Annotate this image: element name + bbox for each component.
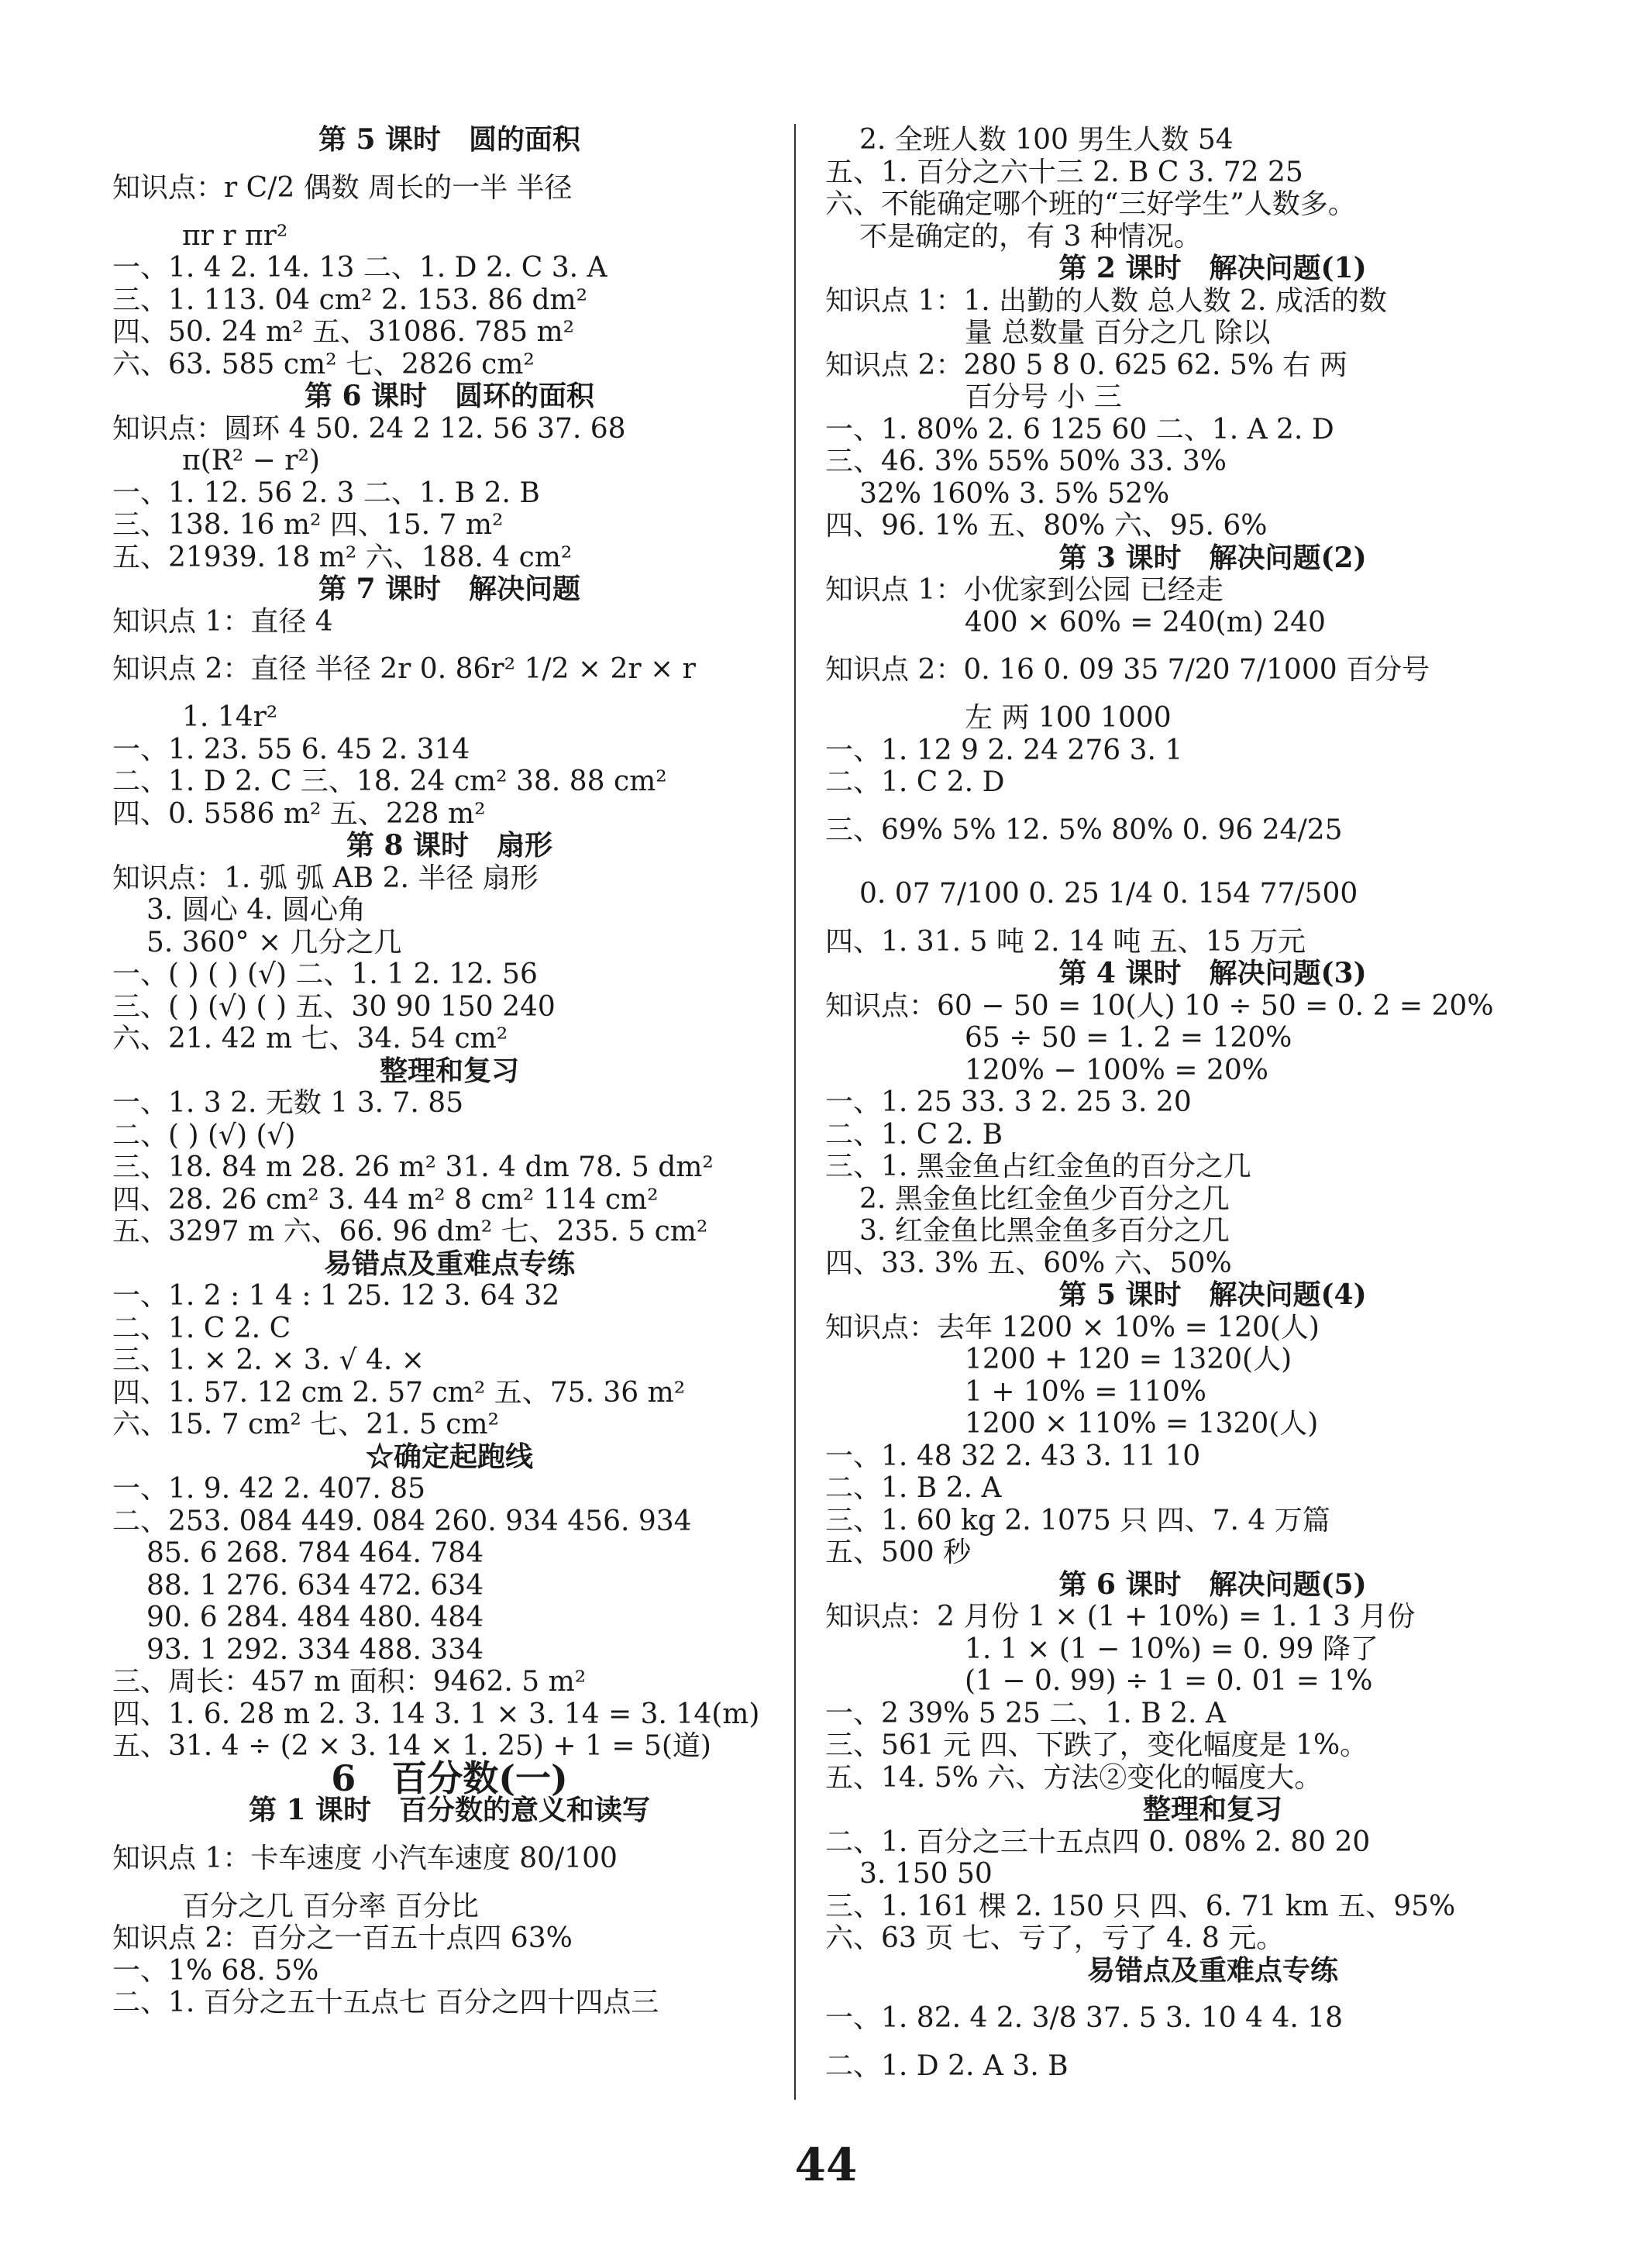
right-answer-line: 五、500 秒 [825, 1537, 972, 1568]
left-answer-line: 5. 360° × 几分之几 [146, 926, 402, 958]
right-answer-line: 二、1. B 2. A [825, 1472, 1002, 1504]
left-answer-line: 一、1. 4 2. 14. 13 二、1. D 2. C 3. A [112, 252, 607, 284]
right-answer-line: (1 − 0. 99) ÷ 1 = 0. 01 = 1% [965, 1665, 1373, 1697]
left-answer-line: 三、( ) (√) ( ) 五、30 90 150 240 [112, 990, 556, 1023]
right-heading: 第 6 课时 解决问题(5) [1058, 1567, 1367, 1601]
right-answer-line: 2. 黑金鱼比红金鱼少百分之几 [859, 1182, 1230, 1215]
right-answer-line: 四、1. 31. 5 吨 2. 14 吨 五、15 万元 [825, 925, 1306, 958]
right-answer-line: 三、1. 黑金鱼占红金鱼的百分之几 [825, 1151, 1251, 1182]
right-heading: 第 5 课时 解决问题(4) [1058, 1278, 1367, 1311]
left-answer-line: 一、1. 12. 56 2. 3 二、1. B 2. B [112, 477, 540, 509]
left-answer-line: 四、1. 6. 28 m 2. 3. 14 3. 1 × 3. 14 = 3. 14(m) [112, 1698, 760, 1730]
left-heading: 第 5 课时 圆的面积 [318, 123, 581, 156]
left-heading: 整理和复习 [379, 1054, 519, 1087]
left-answer-line: 三、周长：457 m 面积：9462. 5 m² [112, 1666, 587, 1698]
right-answer-line: 一、1. 12 9 2. 24 276 3. 1 [825, 734, 1183, 766]
left-answer-line: 二、1. 百分之五十五点七 百分之四十四点三 [112, 1987, 659, 2018]
right-answer-line: 六、不能确定哪个班的“三好学生”人数多。 [825, 188, 1356, 220]
left-answer-line: 二、( ) (√) (√) [112, 1119, 296, 1151]
right-answer-line: 三、69% 5% 12. 5% 80% 0. 96 24/25 [825, 814, 1343, 846]
left-answer-line: 一、( ) ( ) (√) 二、1. 1 2. 12. 56 [112, 958, 538, 990]
left-heading: 第 6 课时 圆环的面积 [304, 380, 595, 412]
left-answer-line: 一、1. 9. 42 2. 407. 85 [112, 1473, 426, 1505]
left-answer-line: 知识点 1：卡车速度 小汽车速度 80/100 [112, 1842, 618, 1874]
right-answer-line: 百分号 小 三 [965, 381, 1122, 413]
left-answer-line: 知识点 2：百分之一百五十点四 63% [112, 1922, 573, 1954]
left-answer-line: 六、15. 7 cm² 七、21. 5 cm² [112, 1409, 499, 1440]
left-answer-line: 五、21939. 18 m² 六、188. 4 cm² [112, 541, 573, 573]
right-answer-line: 120% − 100% = 20% [965, 1054, 1268, 1086]
left-answer-line: 88. 1 276. 634 472. 634 [146, 1569, 484, 1602]
left-answer-line: 四、0. 5586 m² 五、228 m² [112, 797, 486, 830]
right-answer-line: 知识点：去年 1200 × 10% = 120(人) [825, 1311, 1320, 1344]
left-answer-line: 百分之几 百分率 百分比 [182, 1890, 479, 1922]
right-answer-line: 知识点 2：280 5 8 0. 625 62. 5% 右 两 [825, 349, 1347, 381]
left-answer-line: 四、28. 26 cm² 3. 44 m² 8 cm² 114 cm² [112, 1183, 659, 1216]
right-answer-line: 四、96. 1% 五、80% 六、95. 6% [825, 510, 1268, 542]
left-heading: 易错点及重难点专练 [323, 1247, 575, 1280]
left-answer-line: 知识点：r C/2 偶数 周长的一半 半径 [112, 171, 573, 204]
left-answer-line: 一、1. 3 2. 无数 1 3. 7. 85 [112, 1087, 464, 1119]
right-answer-line: 二、1. C 2. B [825, 1118, 1003, 1151]
right-heading: 第 2 课时 解决问题(1) [1058, 252, 1367, 284]
right-answer-line: 知识点 1：1. 出勤的人数 总人数 2. 成活的数 [825, 284, 1387, 317]
right-answer-line: 五、14. 5% 六、方法②变化的幅度大。 [825, 1761, 1323, 1794]
right-answer-line: 知识点：60 − 50 = 10(人) 10 ÷ 50 = 0. 2 = 20% [825, 989, 1494, 1022]
right-answer-line: 400 × 60% = 240(m) 240 [965, 606, 1326, 638]
right-answer-line: 一、1. 25 33. 3 2. 25 3. 20 [825, 1086, 1192, 1118]
page-number: 44 [794, 2139, 858, 2191]
left-answer-line: 四、50. 24 m² 五、31086. 785 m² [112, 316, 575, 348]
right-answer-line: 三、1. 60 kg 2. 1075 只 四、7. 4 万篇 [825, 1504, 1330, 1537]
column-divider [794, 124, 796, 2100]
left-heading: 6 百分数(一) [331, 1757, 568, 1799]
right-answer-line: 32% 160% 3. 5% 52% [859, 477, 1170, 510]
right-column [825, 124, 1600, 2083]
right-answer-line: 三、561 元 四、下跌了，变化幅度是 1%。 [825, 1729, 1368, 1761]
right-answer-line: 1200 × 110% = 1320(人) [965, 1408, 1319, 1440]
right-answer-line: 0. 07 7/100 0. 25 1/4 0. 154 77/500 [859, 877, 1358, 910]
left-answer-line: 知识点 1：直径 4 [112, 605, 333, 638]
left-heading: 第 8 课时 扇形 [346, 829, 553, 862]
right-answer-line: 左 两 100 1000 [965, 702, 1172, 734]
left-answer-line: 六、21. 42 m 七、34. 54 cm² [112, 1023, 508, 1055]
right-answer-line: 二、1. C 2. D [825, 766, 1005, 798]
left-answer-line: 三、1. × 2. × 3. √ 4. × [112, 1344, 425, 1376]
left-answer-line: 五、3297 m 六、66. 96 dm² 七、235. 5 cm² [112, 1216, 708, 1247]
left-answer-line: 一、1. 2 : 1 4 : 1 25. 12 3. 64 32 [112, 1280, 560, 1312]
left-answer-line: 93. 1 292. 334 488. 334 [146, 1633, 484, 1666]
right-heading: 整理和复习 [1142, 1793, 1282, 1826]
right-answer-line: 一、1. 48 32 2. 43 3. 11 10 [825, 1440, 1201, 1472]
right-answer-line: 一、1. 82. 4 2. 3/8 37. 5 3. 10 4 4. 18 [825, 2002, 1344, 2034]
left-answer-line: 五、31. 4 ÷ (2 × 3. 14 × 1. 25) + 1 = 5(道) [112, 1730, 711, 1762]
right-answer-line: 1200 + 120 = 1320(人) [965, 1344, 1292, 1375]
right-answer-line: 三、46. 3% 55% 50% 33. 3% [825, 446, 1227, 477]
right-answer-line: 知识点 1：小优家到公园 已经走 [825, 574, 1224, 606]
left-answer-line: 知识点 2：直径 半径 2r 0. 86r² 1/2 × 2r × r [112, 653, 696, 685]
left-answer-line: πr r πr² [182, 219, 288, 252]
right-answer-line: 1. 1 × (1 − 10%) = 0. 99 降了 [965, 1633, 1378, 1665]
right-answer-line: 不是确定的，有 3 种情况。 [859, 220, 1202, 253]
left-answer-line: 二、1. D 2. C 三、18. 24 cm² 38. 88 cm² [112, 766, 667, 797]
right-answer-line: 四、33. 3% 五、60% 六、50% [825, 1247, 1232, 1279]
left-answer-line: 知识点：1. 弧 弧 AB 2. 半径 扇形 [112, 862, 539, 894]
right-answer-line: 二、1. 百分之三十五点四 0. 08% 2. 80 20 [825, 1826, 1371, 1858]
right-answer-line: 一、1. 80% 2. 6 125 60 二、1. A 2. D [825, 413, 1334, 446]
left-column [112, 124, 786, 2019]
right-heading: 易错点及重难点专练 [1086, 1953, 1338, 1987]
left-answer-line: 二、253. 084 449. 084 260. 934 456. 934 [112, 1505, 692, 1537]
left-answer-line: 二、1. C 2. C [112, 1312, 291, 1344]
left-answer-line: 3. 圆心 4. 圆心角 [146, 894, 367, 926]
left-answer-line: 一、1% 68. 5% [112, 1954, 319, 1987]
right-answer-line: 65 ÷ 50 = 1. 2 = 120% [965, 1022, 1292, 1054]
left-answer-line: 知识点：圆环 4 50. 24 2 12. 56 37. 68 [112, 412, 626, 445]
left-answer-line: 一、1. 23. 55 6. 45 2. 314 [112, 733, 470, 766]
right-answer-line: 2. 全班人数 100 男生人数 54 [859, 124, 1234, 156]
right-heading: 第 4 课时 解决问题(3) [1058, 957, 1367, 989]
left-answer-line: 三、18. 84 m 28. 26 m² 31. 4 dm 78. 5 dm² [112, 1151, 714, 1183]
left-answer-line: 六、63. 585 cm² 七、2826 cm² [112, 348, 535, 380]
left-heading: 第 1 课时 百分数的意义和读写 [248, 1794, 651, 1826]
left-heading: ☆确定起跑线 [365, 1440, 533, 1473]
left-heading: 第 7 课时 解决问题 [318, 573, 581, 605]
left-answer-line: 85. 6 268. 784 464. 784 [146, 1537, 484, 1569]
left-answer-line: 三、138. 16 m² 四、15. 7 m² [112, 509, 504, 541]
right-answer-line: 3. 150 50 [859, 1858, 993, 1890]
right-answer-line: 3. 红金鱼比黑金鱼多百分之几 [859, 1215, 1230, 1247]
left-answer-line: π(R² − r²) [182, 445, 320, 477]
right-answer-line: 1 + 10% = 110% [965, 1375, 1206, 1408]
right-answer-line: 知识点：2 月份 1 × (1 + 10%) = 1. 1 3 月份 [825, 1601, 1416, 1633]
right-heading: 第 3 课时 解决问题(2) [1058, 541, 1367, 574]
right-answer-line: 一、2 39% 5 25 二、1. B 2. A [825, 1697, 1226, 1729]
right-answer-line: 五、1. 百分之六十三 2. B C 3. 72 25 [825, 156, 1303, 188]
right-answer-line: 二、1. D 2. A 3. B [825, 2050, 1069, 2082]
left-answer-line: 四、1. 57. 12 cm 2. 57 cm² 五、75. 36 m² [112, 1376, 686, 1409]
left-answer-line: 1. 14r² [182, 701, 278, 733]
right-answer-line: 三、1. 161 棵 2. 150 只 四、6. 71 km 五、95% [825, 1890, 1456, 1922]
right-answer-line: 知识点 2：0. 16 0. 09 35 7/20 7/1000 百分号 [825, 654, 1430, 686]
right-answer-line: 六、63 页 七、亏了，亏了 4. 8 元。 [825, 1922, 1285, 1954]
left-answer-line: 三、1. 113. 04 cm² 2. 153. 86 dm² [112, 284, 588, 316]
left-answer-line: 90. 6 284. 484 480. 484 [146, 1602, 484, 1633]
right-answer-line: 量 总数量 百分之几 除以 [965, 317, 1271, 349]
